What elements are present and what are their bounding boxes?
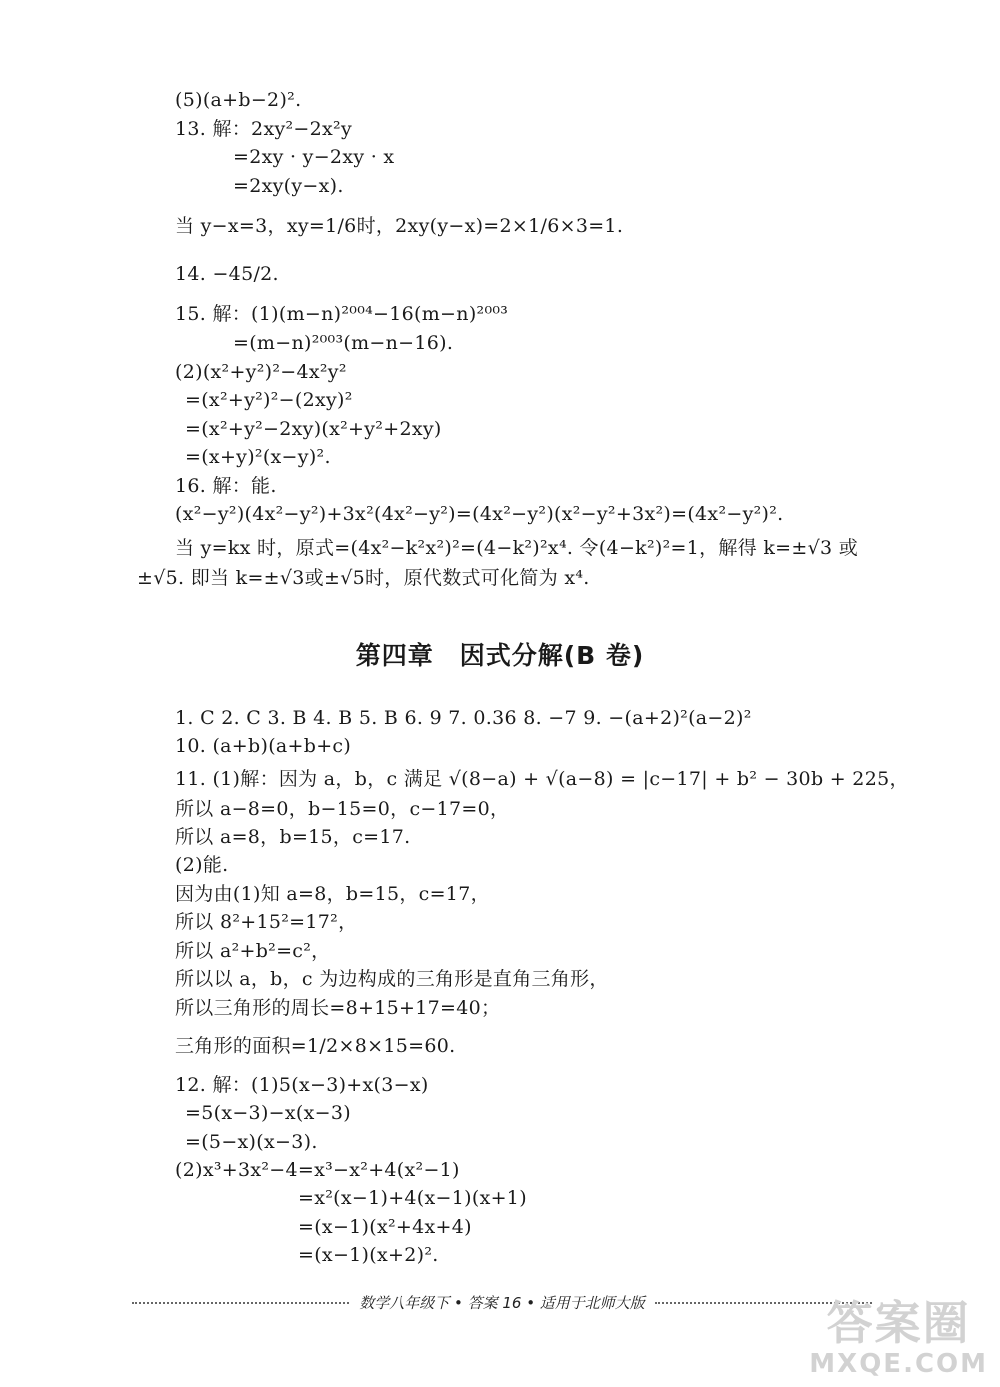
line-14: (x²−y²)(4x²−y²)+3x²(4x²−y²)=(4x²−y²)(x²−y²+3x²)=(4x²−y²)². [175, 503, 784, 525]
line-24: 所以 8²+15²=17²， [175, 911, 358, 933]
page-footer [132, 1292, 872, 1313]
watermark-top: 答案圈 [826, 1296, 971, 1350]
line-17: 1. C 2. C 3. B 4. B 5. B 6. 9 7. 0.36 8. −7 9. −(a+2)²(a−2)² [175, 707, 752, 729]
line-7: 15. 解：(1)(m−n)²⁰⁰⁴−16(m−n)²⁰⁰³ [175, 303, 509, 325]
line-30: =5(x−3)−x(x−3) [185, 1102, 351, 1124]
line-13: 16. 解：能. [175, 475, 277, 497]
line-28: 三角形的面积=1/2×8×15=60. [175, 1035, 456, 1057]
line-35: =(x−1)(x+2)². [298, 1244, 439, 1266]
line-26: 所以以 a，b，c 为边构成的三角形是直角三角形， [175, 968, 609, 990]
line-25: 所以 a²+b²=c²， [175, 940, 331, 962]
line-4: =2xy(y−x). [233, 175, 344, 197]
footer-divider-left [132, 1302, 349, 1304]
line-1: (5)(a+b−2)². [175, 89, 302, 111]
line-20: 所以 a−8=0，b−15=0，c−17=0， [175, 798, 510, 820]
footer-text: 数学八年级下 • 答案 16 • 适用于北师大版 [359, 1294, 645, 1312]
watermark-logo [809, 1297, 988, 1379]
line-5: 当 y−x=3，xy=1/6时，2xy(y−x)=2×1/6×3=1. [175, 215, 624, 237]
line-11: =(x²+y²−2xy)(x²+y²+2xy) [185, 418, 442, 440]
line-10: =(x²+y²)²−(2xy)² [185, 389, 353, 411]
line-19: 11. (1)解：因为 a，b，c 满足 √(8−a) + √(a−8) = |c−17| + b² − 30b + 225， [175, 768, 909, 790]
section-title: 第四章 因式分解(B 卷) [355, 641, 645, 670]
line-12: =(x+y)²(x−y)². [185, 446, 331, 468]
watermark-bottom: MXQE.COM [809, 1349, 988, 1379]
line-3: =2xy · y−2xy · x [233, 146, 395, 168]
line-16: ±√5. 即当 k=±√3或±√5时，原代数式可化简为 x⁴. [137, 567, 590, 589]
line-33: =x²(x−1)+4(x−1)(x+1) [298, 1187, 527, 1209]
line-21: 所以 a=8，b=15，c=17. [175, 826, 411, 848]
line-23: 因为由(1)知 a=8，b=15，c=17， [175, 883, 490, 905]
line-34: =(x−1)(x²+4x+4) [298, 1216, 472, 1238]
line-6: 14. −45/2. [175, 263, 279, 285]
line-31: =(5−x)(x−3). [185, 1131, 318, 1153]
line-2: 13. 解：2xy²−2x²y [175, 118, 352, 140]
line-29: 12. 解：(1)5(x−3)+x(3−x) [175, 1074, 429, 1096]
line-9: (2)(x²+y²)²−4x²y² [175, 361, 347, 383]
line-15: 当 y=kx 时，原式=(4x²−k²x²)²=(4−k²)²x⁴. 令(4−k²)²=1，解得 k=±√3 或 [175, 537, 859, 559]
line-32: (2)x³+3x²−4=x³−x²+4(x²−1) [175, 1159, 460, 1181]
line-27: 所以三角形的周长=8+15+17=40； [175, 997, 501, 1019]
line-8: =(m−n)²⁰⁰³(m−n−16). [233, 332, 454, 354]
line-22: (2)能. [175, 854, 229, 876]
line-18: 10. (a+b)(a+b+c) [175, 735, 352, 757]
